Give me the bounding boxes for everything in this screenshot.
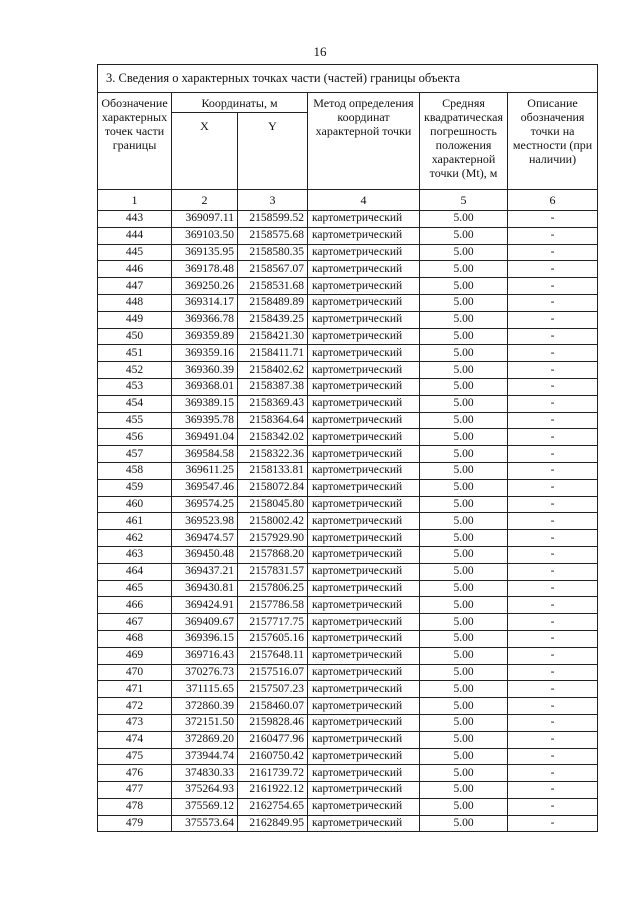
column-number: 4 bbox=[308, 190, 420, 211]
method-cell: картометрический bbox=[308, 328, 420, 345]
table-row bbox=[98, 345, 598, 362]
description-cell: - bbox=[508, 395, 598, 412]
method-cell: картометрический bbox=[308, 412, 420, 429]
x-coordinate-cell: 373944.74 bbox=[172, 748, 238, 765]
x-coordinate-cell: 369474.57 bbox=[172, 530, 238, 547]
y-coordinate-cell: 2157507.23 bbox=[238, 681, 308, 698]
table-row bbox=[98, 731, 598, 748]
error-cell: 5.00 bbox=[420, 462, 508, 479]
description-cell: - bbox=[508, 311, 598, 328]
y-coordinate-cell: 2158322.36 bbox=[238, 446, 308, 463]
y-coordinate-cell: 2158342.02 bbox=[238, 429, 308, 446]
point-id-cell: 470 bbox=[98, 664, 172, 681]
point-id-cell: 453 bbox=[98, 378, 172, 395]
y-coordinate-cell: 2157831.57 bbox=[238, 563, 308, 580]
error-cell: 5.00 bbox=[420, 446, 508, 463]
point-id-cell: 479 bbox=[98, 815, 172, 832]
point-id-cell: 460 bbox=[98, 496, 172, 513]
point-id-cell: 458 bbox=[98, 462, 172, 479]
table-row bbox=[98, 597, 598, 614]
description-cell: - bbox=[508, 244, 598, 261]
description-cell: - bbox=[508, 227, 598, 244]
column-number: 3 bbox=[238, 190, 308, 211]
point-id-cell: 465 bbox=[98, 580, 172, 597]
method-cell: картометрический bbox=[308, 731, 420, 748]
description-cell: - bbox=[508, 462, 598, 479]
error-cell: 5.00 bbox=[420, 748, 508, 765]
error-cell: 5.00 bbox=[420, 244, 508, 261]
point-id-cell: 447 bbox=[98, 278, 172, 295]
description-cell: - bbox=[508, 362, 598, 379]
x-coordinate-cell: 369716.43 bbox=[172, 647, 238, 664]
error-cell: 5.00 bbox=[420, 479, 508, 496]
error-cell: 5.00 bbox=[420, 630, 508, 647]
description-cell: - bbox=[508, 513, 598, 530]
x-coordinate-cell: 369314.17 bbox=[172, 294, 238, 311]
y-coordinate-cell: 2157516.07 bbox=[238, 664, 308, 681]
x-coordinate-cell: 369574.25 bbox=[172, 496, 238, 513]
x-coordinate-cell: 369611.25 bbox=[172, 462, 238, 479]
point-id-cell: 474 bbox=[98, 731, 172, 748]
error-cell: 5.00 bbox=[420, 563, 508, 580]
error-cell: 5.00 bbox=[420, 362, 508, 379]
point-id-cell: 444 bbox=[98, 227, 172, 244]
y-coordinate-cell: 2162849.95 bbox=[238, 815, 308, 832]
x-coordinate-cell: 369135.95 bbox=[172, 244, 238, 261]
error-cell: 5.00 bbox=[420, 681, 508, 698]
error-cell: 5.00 bbox=[420, 311, 508, 328]
y-coordinate-cell: 2158002.42 bbox=[238, 513, 308, 530]
method-cell: картометрический bbox=[308, 429, 420, 446]
table-row bbox=[98, 698, 598, 715]
description-cell: - bbox=[508, 597, 598, 614]
error-cell: 5.00 bbox=[420, 647, 508, 664]
method-cell: картометрический bbox=[308, 546, 420, 563]
point-id-cell: 445 bbox=[98, 244, 172, 261]
error-cell: 5.00 bbox=[420, 731, 508, 748]
point-id-cell: 463 bbox=[98, 546, 172, 563]
x-coordinate-cell: 369360.39 bbox=[172, 362, 238, 379]
y-coordinate-cell: 2158421.30 bbox=[238, 328, 308, 345]
point-id-cell: 464 bbox=[98, 563, 172, 580]
table-row bbox=[98, 378, 598, 395]
description-cell: - bbox=[508, 664, 598, 681]
method-cell: картометрический bbox=[308, 261, 420, 278]
x-coordinate-cell: 369491.04 bbox=[172, 429, 238, 446]
table-body bbox=[98, 211, 598, 832]
y-coordinate-cell: 2161922.12 bbox=[238, 782, 308, 799]
point-id-cell: 473 bbox=[98, 714, 172, 731]
error-cell: 5.00 bbox=[420, 496, 508, 513]
error-cell: 5.00 bbox=[420, 261, 508, 278]
description-cell: - bbox=[508, 412, 598, 429]
error-cell: 5.00 bbox=[420, 211, 508, 228]
error-cell: 5.00 bbox=[420, 278, 508, 295]
table-row bbox=[98, 479, 598, 496]
method-cell: картометрический bbox=[308, 782, 420, 799]
table-row bbox=[98, 429, 598, 446]
description-cell: - bbox=[508, 614, 598, 631]
method-cell: картометрический bbox=[308, 513, 420, 530]
y-coordinate-cell: 2157929.90 bbox=[238, 530, 308, 547]
method-cell: картометрический bbox=[308, 597, 420, 614]
method-cell: картометрический bbox=[308, 311, 420, 328]
column-number: 2 bbox=[172, 190, 238, 211]
table-row bbox=[98, 563, 598, 580]
point-id-cell: 469 bbox=[98, 647, 172, 664]
table-row bbox=[98, 328, 598, 345]
table-row bbox=[98, 798, 598, 815]
y-coordinate-cell: 2158439.25 bbox=[238, 311, 308, 328]
error-cell: 5.00 bbox=[420, 429, 508, 446]
method-cell: картометрический bbox=[308, 462, 420, 479]
table-row bbox=[98, 261, 598, 278]
y-coordinate-cell: 2160477.96 bbox=[238, 731, 308, 748]
error-cell: 5.00 bbox=[420, 815, 508, 832]
x-coordinate-cell: 372151.50 bbox=[172, 714, 238, 731]
column-number: 1 bbox=[98, 190, 172, 211]
description-cell: - bbox=[508, 563, 598, 580]
description-cell: - bbox=[508, 530, 598, 547]
description-cell: - bbox=[508, 815, 598, 832]
y-coordinate-cell: 2158402.62 bbox=[238, 362, 308, 379]
table-row bbox=[98, 815, 598, 832]
method-cell: картометрический bbox=[308, 227, 420, 244]
method-cell: картометрический bbox=[308, 395, 420, 412]
header-error: Средняя квадратическая погрешность положения характерной точки (Mt), м bbox=[420, 93, 508, 190]
method-cell: картометрический bbox=[308, 765, 420, 782]
description-cell: - bbox=[508, 798, 598, 815]
table-row bbox=[98, 311, 598, 328]
boundary-points-table bbox=[97, 64, 598, 832]
point-id-cell: 468 bbox=[98, 630, 172, 647]
y-coordinate-cell: 2158575.68 bbox=[238, 227, 308, 244]
point-id-cell: 478 bbox=[98, 798, 172, 815]
y-coordinate-cell: 2157806.25 bbox=[238, 580, 308, 597]
y-coordinate-cell: 2162754.65 bbox=[238, 798, 308, 815]
description-cell: - bbox=[508, 211, 598, 228]
section-title: 3. Сведения о характерных точках части (частей) границы объекта bbox=[98, 65, 598, 93]
description-cell: - bbox=[508, 429, 598, 446]
x-coordinate-cell: 369424.91 bbox=[172, 597, 238, 614]
error-cell: 5.00 bbox=[420, 614, 508, 631]
method-cell: картометрический bbox=[308, 748, 420, 765]
x-coordinate-cell: 375264.93 bbox=[172, 782, 238, 799]
x-coordinate-cell: 369103.50 bbox=[172, 227, 238, 244]
header-coordinates: Координаты, м bbox=[172, 93, 308, 113]
method-cell: картометрический bbox=[308, 630, 420, 647]
x-coordinate-cell: 369178.48 bbox=[172, 261, 238, 278]
method-cell: картометрический bbox=[308, 362, 420, 379]
method-cell: картометрический bbox=[308, 681, 420, 698]
description-cell: - bbox=[508, 748, 598, 765]
point-id-cell: 475 bbox=[98, 748, 172, 765]
error-cell: 5.00 bbox=[420, 345, 508, 362]
error-cell: 5.00 bbox=[420, 294, 508, 311]
description-cell: - bbox=[508, 731, 598, 748]
description-cell: - bbox=[508, 328, 598, 345]
table-row bbox=[98, 446, 598, 463]
table-row bbox=[98, 580, 598, 597]
y-coordinate-cell: 2158411.71 bbox=[238, 345, 308, 362]
table-row bbox=[98, 630, 598, 647]
description-cell: - bbox=[508, 446, 598, 463]
y-coordinate-cell: 2158580.35 bbox=[238, 244, 308, 261]
x-coordinate-cell: 375569.12 bbox=[172, 798, 238, 815]
column-number: 6 bbox=[508, 190, 598, 211]
point-id-cell: 476 bbox=[98, 765, 172, 782]
x-coordinate-cell: 369366.78 bbox=[172, 311, 238, 328]
table-row bbox=[98, 278, 598, 295]
y-coordinate-cell: 2158460.07 bbox=[238, 698, 308, 715]
x-coordinate-cell: 369396.15 bbox=[172, 630, 238, 647]
description-cell: - bbox=[508, 496, 598, 513]
point-id-cell: 456 bbox=[98, 429, 172, 446]
method-cell: картометрический bbox=[308, 714, 420, 731]
description-cell: - bbox=[508, 630, 598, 647]
header-designation: Обозначение характерных точек части границы bbox=[98, 93, 172, 190]
table-row bbox=[98, 530, 598, 547]
error-cell: 5.00 bbox=[420, 412, 508, 429]
error-cell: 5.00 bbox=[420, 328, 508, 345]
table-row bbox=[98, 244, 598, 261]
x-coordinate-cell: 372860.39 bbox=[172, 698, 238, 715]
x-coordinate-cell: 371115.65 bbox=[172, 681, 238, 698]
point-id-cell: 454 bbox=[98, 395, 172, 412]
description-cell: - bbox=[508, 681, 598, 698]
page-number: 16 bbox=[313, 44, 327, 59]
x-coordinate-cell: 369430.81 bbox=[172, 580, 238, 597]
y-coordinate-cell: 2158531.68 bbox=[238, 278, 308, 295]
table-row bbox=[98, 546, 598, 563]
y-coordinate-cell: 2158369.43 bbox=[238, 395, 308, 412]
method-cell: картометрический bbox=[308, 647, 420, 664]
description-cell: - bbox=[508, 378, 598, 395]
description-cell: - bbox=[508, 765, 598, 782]
point-id-cell: 472 bbox=[98, 698, 172, 715]
table-row bbox=[98, 714, 598, 731]
point-id-cell: 443 bbox=[98, 211, 172, 228]
x-coordinate-cell: 369359.89 bbox=[172, 328, 238, 345]
point-id-cell: 450 bbox=[98, 328, 172, 345]
table-row bbox=[98, 681, 598, 698]
y-coordinate-cell: 2157868.20 bbox=[238, 546, 308, 563]
table-row bbox=[98, 227, 598, 244]
method-cell: картометрический bbox=[308, 211, 420, 228]
method-cell: картометрический bbox=[308, 815, 420, 832]
y-coordinate-cell: 2157717.75 bbox=[238, 614, 308, 631]
method-cell: картометрический bbox=[308, 798, 420, 815]
x-coordinate-cell: 369359.16 bbox=[172, 345, 238, 362]
description-cell: - bbox=[508, 647, 598, 664]
table-row bbox=[98, 294, 598, 311]
header-y: Y bbox=[238, 113, 308, 190]
point-id-cell: 466 bbox=[98, 597, 172, 614]
description-cell: - bbox=[508, 345, 598, 362]
method-cell: картометрический bbox=[308, 496, 420, 513]
method-cell: картометрический bbox=[308, 664, 420, 681]
method-cell: картометрический bbox=[308, 698, 420, 715]
method-cell: картометрический bbox=[308, 294, 420, 311]
x-coordinate-cell: 370276.73 bbox=[172, 664, 238, 681]
table-row bbox=[98, 748, 598, 765]
x-coordinate-cell: 369368.01 bbox=[172, 378, 238, 395]
y-coordinate-cell: 2158045.80 bbox=[238, 496, 308, 513]
x-coordinate-cell: 369450.48 bbox=[172, 546, 238, 563]
table-row bbox=[98, 664, 598, 681]
method-cell: картометрический bbox=[308, 530, 420, 547]
x-coordinate-cell: 369584.58 bbox=[172, 446, 238, 463]
table-row bbox=[98, 614, 598, 631]
description-cell: - bbox=[508, 714, 598, 731]
y-coordinate-cell: 2158489.89 bbox=[238, 294, 308, 311]
error-cell: 5.00 bbox=[420, 513, 508, 530]
method-cell: картометрический bbox=[308, 278, 420, 295]
y-coordinate-cell: 2157786.58 bbox=[238, 597, 308, 614]
description-cell: - bbox=[508, 546, 598, 563]
method-cell: картометрический bbox=[308, 378, 420, 395]
point-id-cell: 461 bbox=[98, 513, 172, 530]
method-cell: картометрический bbox=[308, 580, 420, 597]
method-cell: картометрический bbox=[308, 345, 420, 362]
y-coordinate-cell: 2158364.64 bbox=[238, 412, 308, 429]
method-cell: картометрический bbox=[308, 244, 420, 261]
y-coordinate-cell: 2158387.38 bbox=[238, 378, 308, 395]
table-row bbox=[98, 782, 598, 799]
x-coordinate-cell: 369395.78 bbox=[172, 412, 238, 429]
description-cell: - bbox=[508, 580, 598, 597]
x-coordinate-cell: 372869.20 bbox=[172, 731, 238, 748]
x-coordinate-cell: 369389.15 bbox=[172, 395, 238, 412]
point-id-cell: 455 bbox=[98, 412, 172, 429]
table-row bbox=[98, 513, 598, 530]
error-cell: 5.00 bbox=[420, 378, 508, 395]
point-id-cell: 467 bbox=[98, 614, 172, 631]
y-coordinate-cell: 2158072.84 bbox=[238, 479, 308, 496]
description-cell: - bbox=[508, 261, 598, 278]
table-row bbox=[98, 765, 598, 782]
x-coordinate-cell: 369097.11 bbox=[172, 211, 238, 228]
point-id-cell: 459 bbox=[98, 479, 172, 496]
column-number: 5 bbox=[420, 190, 508, 211]
error-cell: 5.00 bbox=[420, 546, 508, 563]
method-cell: картометрический bbox=[308, 479, 420, 496]
table-row bbox=[98, 362, 598, 379]
table-row bbox=[98, 211, 598, 228]
point-id-cell: 448 bbox=[98, 294, 172, 311]
point-id-cell: 462 bbox=[98, 530, 172, 547]
error-cell: 5.00 bbox=[420, 580, 508, 597]
y-coordinate-cell: 2161739.72 bbox=[238, 765, 308, 782]
point-id-cell: 449 bbox=[98, 311, 172, 328]
y-coordinate-cell: 2158567.07 bbox=[238, 261, 308, 278]
point-id-cell: 471 bbox=[98, 681, 172, 698]
description-cell: - bbox=[508, 294, 598, 311]
table-row bbox=[98, 462, 598, 479]
error-cell: 5.00 bbox=[420, 530, 508, 547]
point-id-cell: 477 bbox=[98, 782, 172, 799]
y-coordinate-cell: 2158599.52 bbox=[238, 211, 308, 228]
error-cell: 5.00 bbox=[420, 664, 508, 681]
x-coordinate-cell: 369523.98 bbox=[172, 513, 238, 530]
x-coordinate-cell: 375573.64 bbox=[172, 815, 238, 832]
y-coordinate-cell: 2158133.81 bbox=[238, 462, 308, 479]
error-cell: 5.00 bbox=[420, 698, 508, 715]
error-cell: 5.00 bbox=[420, 714, 508, 731]
method-cell: картометрический bbox=[308, 446, 420, 463]
point-id-cell: 451 bbox=[98, 345, 172, 362]
error-cell: 5.00 bbox=[420, 765, 508, 782]
description-cell: - bbox=[508, 278, 598, 295]
x-coordinate-cell: 369547.46 bbox=[172, 479, 238, 496]
table-row bbox=[98, 395, 598, 412]
method-cell: картометрический bbox=[308, 614, 420, 631]
error-cell: 5.00 bbox=[420, 597, 508, 614]
header-description: Описание обозначения точки на местности (при наличии) bbox=[508, 93, 598, 190]
x-coordinate-cell: 369250.26 bbox=[172, 278, 238, 295]
method-cell: картометрический bbox=[308, 563, 420, 580]
header-x: X bbox=[172, 113, 238, 190]
y-coordinate-cell: 2159828.46 bbox=[238, 714, 308, 731]
y-coordinate-cell: 2160750.42 bbox=[238, 748, 308, 765]
error-cell: 5.00 bbox=[420, 395, 508, 412]
description-cell: - bbox=[508, 782, 598, 799]
error-cell: 5.00 bbox=[420, 798, 508, 815]
x-coordinate-cell: 374830.33 bbox=[172, 765, 238, 782]
table-row bbox=[98, 647, 598, 664]
table-row bbox=[98, 412, 598, 429]
table-row bbox=[98, 496, 598, 513]
description-cell: - bbox=[508, 698, 598, 715]
y-coordinate-cell: 2157605.16 bbox=[238, 630, 308, 647]
x-coordinate-cell: 369409.67 bbox=[172, 614, 238, 631]
error-cell: 5.00 bbox=[420, 782, 508, 799]
x-coordinate-cell: 369437.21 bbox=[172, 563, 238, 580]
column-number-row bbox=[98, 190, 598, 211]
y-coordinate-cell: 2157648.11 bbox=[238, 647, 308, 664]
point-id-cell: 457 bbox=[98, 446, 172, 463]
error-cell: 5.00 bbox=[420, 227, 508, 244]
point-id-cell: 452 bbox=[98, 362, 172, 379]
description-cell: - bbox=[508, 479, 598, 496]
header-method: Метод определения координат характерной точки bbox=[308, 93, 420, 190]
point-id-cell: 446 bbox=[98, 261, 172, 278]
